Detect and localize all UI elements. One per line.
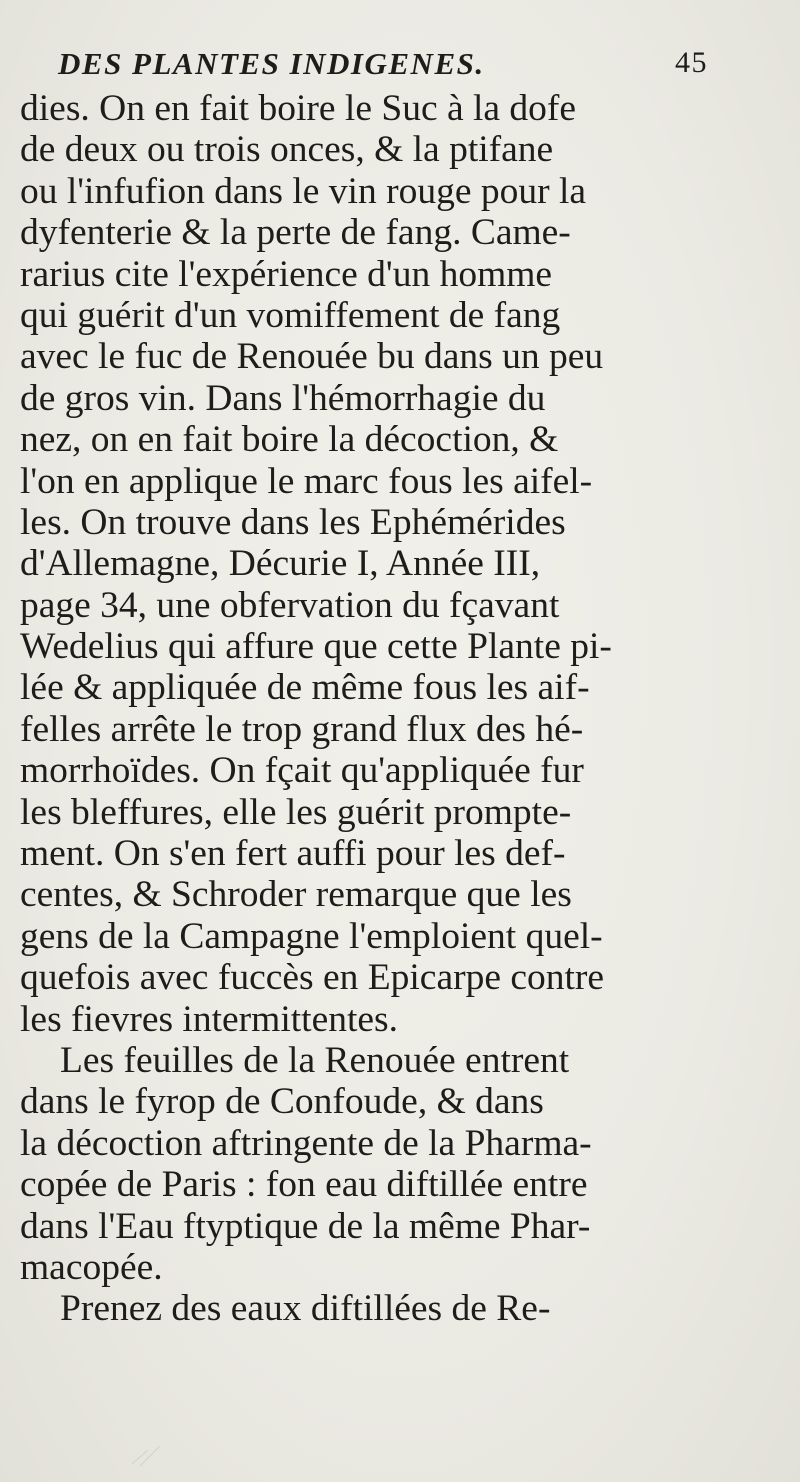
- paragraph-start-line: Les feuilles de la Renouée entrent: [60, 1039, 570, 1081]
- text-line: de gros vin. Dans l'hémorrhagie du: [20, 377, 546, 419]
- text-line: page 34, une obfervation du fçavant: [20, 584, 560, 626]
- text-line: l'on en applique le marc fous les aifel-: [20, 460, 593, 502]
- text-line: dans l'Eau ftyptique de la même Phar-: [20, 1205, 591, 1247]
- text-line: felles arrête le trop grand flux des hé-: [20, 708, 584, 750]
- text-line: morrhoïdes. On fçait qu'appliquée fur: [20, 750, 584, 792]
- text-line: copée de Paris : fon eau diftillée entre: [20, 1164, 588, 1206]
- text-line: quefois avec fuccès en Epicarpe contre: [20, 957, 605, 999]
- page-header: [58, 42, 708, 90]
- page-number: 45: [675, 46, 708, 79]
- text-line: les bleffures, elle les guérit prompte-: [20, 791, 572, 833]
- running-title: DES PLANTES INDIGENES.: [58, 46, 485, 81]
- paragraph-start-line: Prenez des eaux diftillées de Re-: [60, 1288, 551, 1330]
- text-line: les fievres intermittentes.: [20, 998, 399, 1040]
- text-line: ou l'infufion dans le vin rouge pour la: [20, 170, 587, 212]
- text-line: dyfenterie & la perte de fang. Came-: [20, 212, 571, 254]
- text-line: centes, & Schroder remarque que les: [20, 874, 572, 916]
- text-line: dies. On en fait boire le Suc à la dofe: [20, 88, 577, 129]
- text-line: dans le fyrop de Confoude, & dans: [20, 1081, 544, 1123]
- ink-smudge: [130, 1438, 170, 1468]
- text-line: les. On trouve dans les Ephémérides: [20, 501, 566, 543]
- text-line: la décoction aftringente de la Pharma-: [20, 1122, 592, 1164]
- text-line: nez, on en fait boire la décoction, &: [20, 419, 559, 461]
- text-line: gens de la Campagne l'emploient quel-: [20, 915, 603, 957]
- text-line: lée & appliquée de même fous les aif-: [20, 667, 590, 709]
- text-line: ment. On s'en fert auffi pour les def-: [20, 833, 566, 875]
- text-line: rarius cite l'expérience d'un homme: [20, 253, 553, 295]
- text-line: avec le fuc de Renouée bu dans un peu: [20, 336, 604, 378]
- text-line: macopée.: [20, 1246, 163, 1288]
- text-line: d'Allemagne, Décurie I, Année III,: [20, 543, 541, 585]
- body-text: [20, 88, 740, 1330]
- text-line: Wedelius qui affure que cette Plante pi-: [20, 626, 612, 668]
- text-line: qui guérit d'un vomiffement de fang: [20, 294, 561, 336]
- text-line: de deux ou trois onces, & la ptifane: [20, 129, 554, 171]
